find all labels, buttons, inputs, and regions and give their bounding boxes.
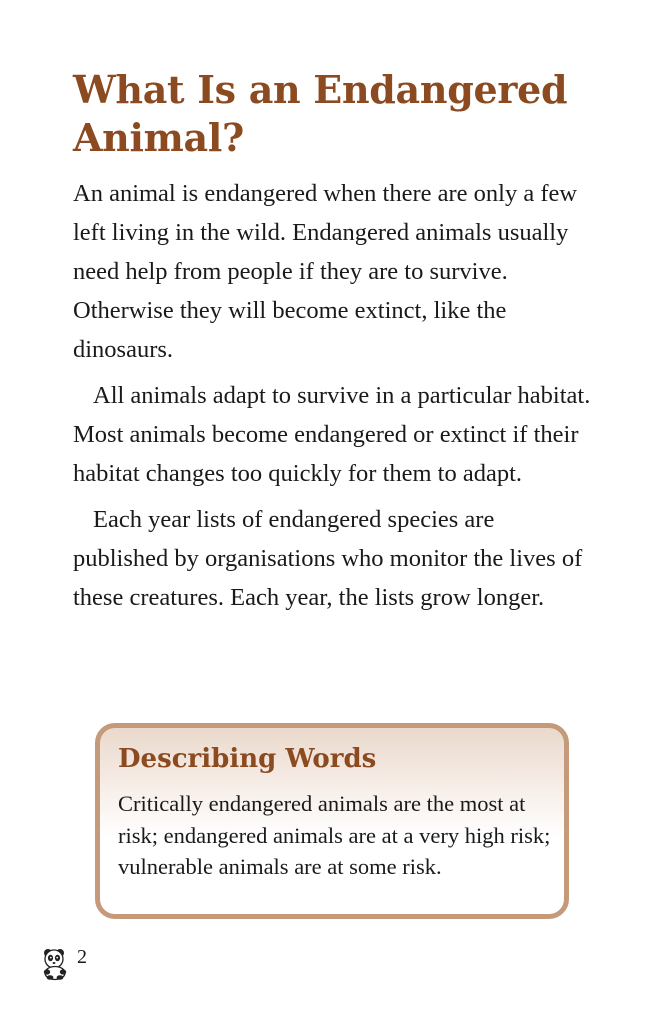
callout-title: Describing Words [118, 744, 377, 774]
page-title: What Is an Endangered Animal? [73, 67, 568, 160]
paragraph-3: Each year lists of endangered species are published by organisations who monitor the lives of these creatures. Each year, the lists grow longer. [73, 506, 583, 611]
describing-words-box [95, 723, 569, 919]
callout-text: Critically endangered animals are the most at risk; endangered animals are at a very high risk; vulnerable animals are at some risk. [118, 791, 551, 879]
page-footer [40, 945, 87, 981]
body-text [73, 174, 593, 624]
paragraph-1: An animal is endangered when there are only a few left living in the wild. Endangered animals usually need help from people if they are to survive. Otherwise they will become extinct, like the dinosaurs. [73, 180, 578, 363]
panda-icon [40, 945, 76, 981]
paragraph-2: All animals adapt to survive in a particular habitat. Most animals become endangered or extinct if their habitat changes too quickly for them to adapt. [73, 382, 591, 487]
page-number: 2 [77, 946, 87, 968]
